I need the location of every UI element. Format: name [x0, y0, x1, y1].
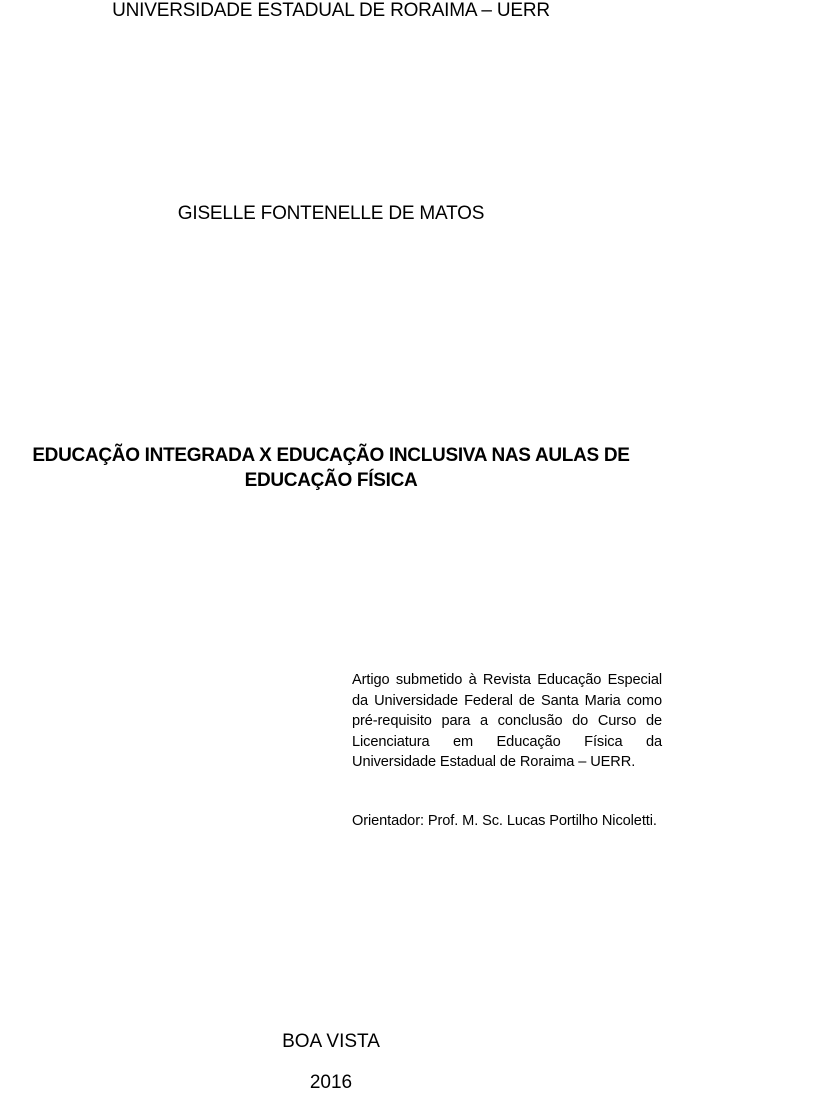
publication-year: 2016 — [309, 1072, 353, 1093]
title-line-2: EDUCAÇÃO FÍSICA — [244, 470, 418, 491]
title-line-1: EDUCAÇÃO INTEGRADA X EDUCAÇÃO INCLUSIVA NAS AULAS DE — [32, 445, 630, 466]
advisor-note: Orientador: Prof. M. Sc. Lucas Portilho Nicoletti. — [352, 813, 657, 829]
submission-note: Artigo submetido à Revista Educação Especial da Universidade Federal de Santa Maria como pré-requisito para a conclusão do Curso de Licenciatura em Educação Física da Universidade Estadual de Roraima – UERR. — [352, 672, 662, 770]
author-name: GISELLE FONTENELLE DE MATOS — [177, 203, 485, 224]
institution-name: UNIVERSIDADE ESTADUAL DE RORAIMA – UERR — [112, 0, 550, 21]
document-title — [0, 443, 662, 493]
city-name: BOA VISTA — [282, 1031, 380, 1052]
